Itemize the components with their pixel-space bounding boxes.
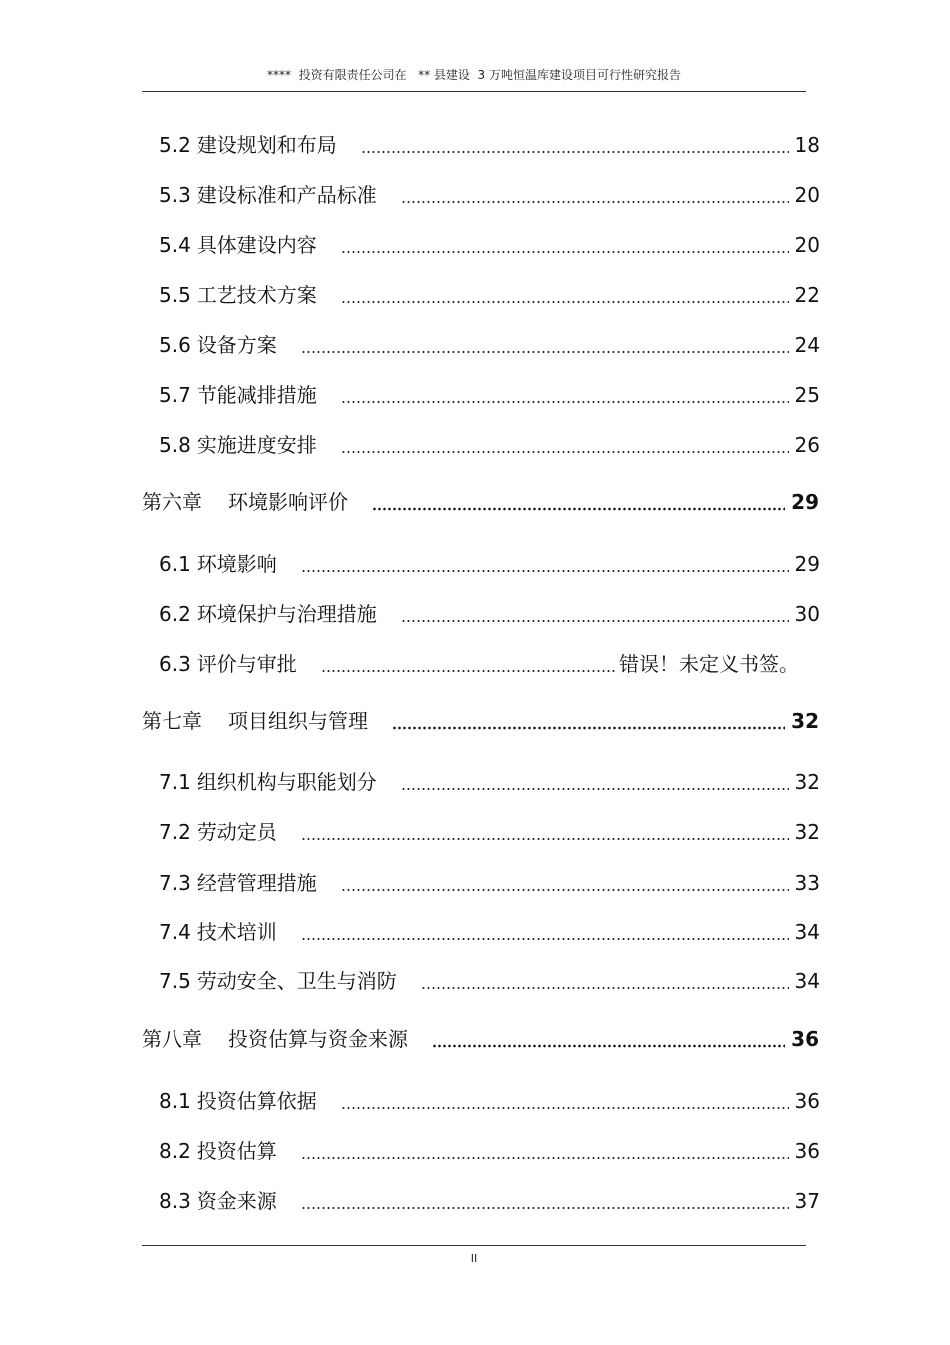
toc-entry-page: 36 xyxy=(794,1139,820,1163)
toc-entry-8-3[interactable] xyxy=(159,1186,820,1214)
toc-entry-page: 34 xyxy=(794,920,820,944)
toc-entry-number: 7.5 xyxy=(159,969,191,993)
dot-leader xyxy=(301,1206,789,1210)
toc-chapter-page: 32 xyxy=(791,709,819,733)
toc-entry-number: 7.4 xyxy=(159,920,191,944)
toc-entry-title: 投资估算 xyxy=(196,1139,277,1163)
dot-leader xyxy=(401,200,789,204)
toc-entry-5-5[interactable] xyxy=(159,280,820,308)
dot-leader xyxy=(372,507,785,511)
toc-entry-page: 24 xyxy=(794,333,820,357)
toc-chapter-title: 项目组织与管理 xyxy=(228,709,368,733)
toc-entry-7-4[interactable] xyxy=(159,917,820,945)
toc-entry-title: 设备方案 xyxy=(196,333,277,357)
toc-entry-7-2[interactable] xyxy=(159,817,820,845)
toc-entry-page: 33 xyxy=(794,871,820,895)
toc-entry-title: 劳动安全、卫生与消防 xyxy=(196,969,397,993)
toc-entry-title: 环境影响 xyxy=(196,552,277,576)
toc-entry-page: 32 xyxy=(794,820,820,844)
dot-leader xyxy=(341,400,789,404)
toc-entry-number: 5.2 xyxy=(159,133,191,157)
toc-entry-number: 8.3 xyxy=(159,1189,191,1213)
toc-entry-number: 6.2 xyxy=(159,602,191,626)
toc-entry-page: 34 xyxy=(794,969,820,993)
bookmark-error-note: 错误！未定义书签。 xyxy=(619,652,799,676)
toc-entry-title: 节能减排措施 xyxy=(196,383,317,407)
toc-chapter-7[interactable] xyxy=(142,706,819,734)
toc-entry-page: 20 xyxy=(794,183,820,207)
toc-chapter-8[interactable] xyxy=(142,1024,819,1052)
toc-entry-number: 5.7 xyxy=(159,383,191,407)
dot-leader xyxy=(401,787,789,791)
toc-entry-number: 5.5 xyxy=(159,283,191,307)
toc-entry-5-4[interactable] xyxy=(159,230,820,258)
toc-entry-number: 7.3 xyxy=(159,871,191,895)
toc-entry-title: 技术培训 xyxy=(196,920,277,944)
toc-entry-7-1[interactable] xyxy=(159,767,820,795)
toc-entry-title: 劳动定员 xyxy=(196,820,277,844)
toc-entry-page: 37 xyxy=(794,1189,820,1213)
toc-chapter-page: 29 xyxy=(791,490,819,514)
toc-entry-8-2[interactable] xyxy=(159,1136,820,1164)
toc-entry-5-8[interactable] xyxy=(159,430,820,458)
toc-entry-number: 5.4 xyxy=(159,233,191,257)
toc-entry-number: 8.2 xyxy=(159,1139,191,1163)
toc-entry-title: 经营管理措施 xyxy=(196,871,317,895)
toc-entry-number: 5.3 xyxy=(159,183,191,207)
dot-leader xyxy=(341,250,789,254)
dot-leader xyxy=(341,888,789,892)
dot-leader xyxy=(401,619,789,623)
toc-chapter-number: 第八章 xyxy=(142,1027,202,1051)
toc-entry-7-3[interactable] xyxy=(159,868,820,896)
toc-entry-number: 8.1 xyxy=(159,1089,191,1113)
toc-entry-title: 具体建设内容 xyxy=(196,233,317,257)
toc-entry-title: 实施进度安排 xyxy=(196,433,317,457)
toc-entry-number: 7.2 xyxy=(159,820,191,844)
toc-entry-page: 32 xyxy=(794,770,820,794)
toc-entry-title: 评价与审批 xyxy=(196,652,297,676)
dot-leader xyxy=(301,937,789,941)
toc-entry-5-2[interactable] xyxy=(159,130,820,158)
toc-entry-number: 5.8 xyxy=(159,433,191,457)
toc-entry-5-7[interactable] xyxy=(159,380,820,408)
toc-entry-number: 7.1 xyxy=(159,770,191,794)
toc-entry-5-6[interactable] xyxy=(159,330,820,358)
toc-entry-title: 工艺技术方案 xyxy=(196,283,317,307)
footer-rule xyxy=(142,1245,806,1246)
toc-chapter-title: 环境影响评价 xyxy=(228,490,348,514)
toc-chapter-6[interactable] xyxy=(142,487,819,515)
toc-entry-7-5[interactable] xyxy=(159,966,820,994)
dot-leader xyxy=(301,350,789,354)
toc-entry-5-3[interactable] xyxy=(159,180,820,208)
toc-entry-title: 环境保护与治理措施 xyxy=(196,602,377,626)
toc-entry-page: 26 xyxy=(794,433,820,457)
toc-entry-number: 6.1 xyxy=(159,552,191,576)
toc-chapter-page: 36 xyxy=(791,1027,819,1051)
dot-leader xyxy=(341,1106,789,1110)
toc-entry-page: 29 xyxy=(794,552,820,576)
dot-leader xyxy=(301,837,789,841)
dot-leader xyxy=(361,150,789,154)
toc-entry-page: 18 xyxy=(794,133,820,157)
dot-leader xyxy=(392,726,785,730)
toc-entry-page: 36 xyxy=(794,1089,820,1113)
toc-chapter-title: 投资估算与资金来源 xyxy=(228,1027,408,1051)
toc-entry-8-1[interactable] xyxy=(159,1086,820,1114)
dot-leader xyxy=(341,300,789,304)
toc-entry-title: 建设标准和产品标准 xyxy=(196,183,377,207)
toc-entry-number: 5.6 xyxy=(159,333,191,357)
dot-leader xyxy=(301,1156,789,1160)
toc-entry-page: 20 xyxy=(794,233,820,257)
running-header: **** 投资有限责任公司在 ** 县建设 3 万吨恒温库建设项目可行性研究报告 xyxy=(267,68,681,82)
toc-entry-title: 投资估算依据 xyxy=(196,1089,317,1113)
toc-entry-title: 组织机构与职能划分 xyxy=(196,770,377,794)
toc-chapter-number: 第六章 xyxy=(142,490,202,514)
dot-leader xyxy=(321,669,617,673)
toc-chapter-number: 第七章 xyxy=(142,709,202,733)
dot-leader xyxy=(421,986,789,990)
toc-entry-page: 22 xyxy=(794,283,820,307)
dot-leader xyxy=(301,569,789,573)
toc-entry-number: 6.3 xyxy=(159,652,191,676)
toc-entry-6-2[interactable] xyxy=(159,599,820,627)
toc-entry-page: 25 xyxy=(794,383,820,407)
toc-entry-page: 30 xyxy=(794,602,820,626)
page-number: II xyxy=(470,1252,478,1265)
header-rule xyxy=(142,91,806,92)
dot-leader xyxy=(341,450,789,454)
toc-entry-6-3[interactable] xyxy=(159,649,799,677)
toc-entry-title: 资金来源 xyxy=(196,1189,277,1213)
toc-entry-title: 建设规划和布局 xyxy=(196,133,337,157)
toc-entry-6-1[interactable] xyxy=(159,549,820,577)
dot-leader xyxy=(432,1044,785,1048)
